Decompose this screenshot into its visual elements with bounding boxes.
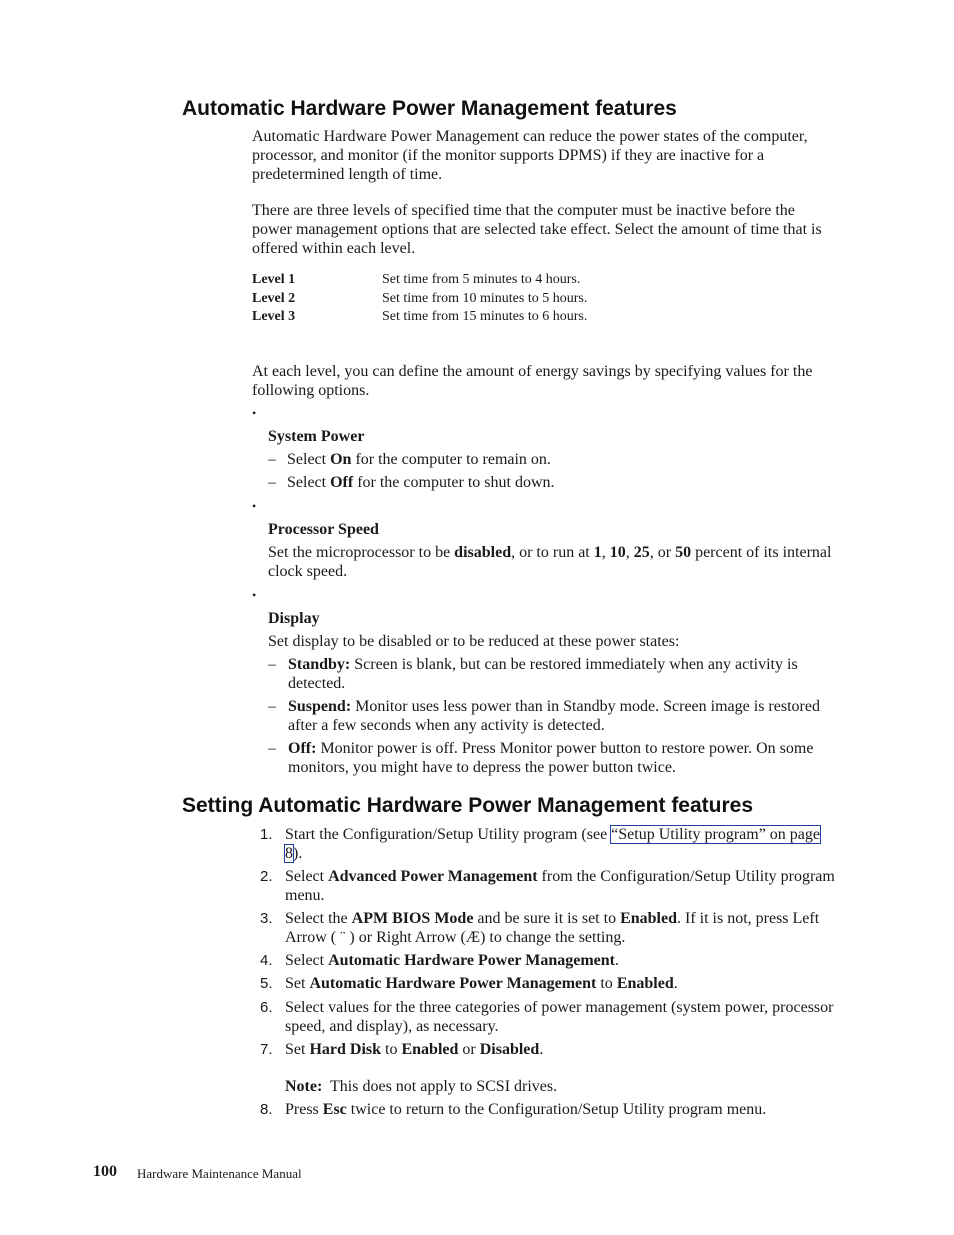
list-item: – Off: Monitor power is off. Press Monitor power button to restore power. On some monitors, you might have to depress the power button twice. xyxy=(268,740,814,776)
step-item: 5. Set Automatic Hardware Power Management to Enabled. xyxy=(260,975,678,992)
note: Note: This does not apply to SCSI drives. xyxy=(285,1078,558,1095)
list-item: – Standby: Screen is blank, but can be restored immediately when any activity is detected. xyxy=(268,656,798,692)
step-item: 4. Select Automatic Hardware Power Management. xyxy=(260,952,619,969)
level-row xyxy=(252,290,295,308)
option-heading: Processor Speed xyxy=(268,521,379,538)
step-item: 8. Press Esc twice to return to the Configuration/Setup Utility program menu. xyxy=(260,1101,767,1118)
display-intro: Set display to be disabled or to be reduced at these power states: xyxy=(268,633,680,650)
option-heading: System Power xyxy=(268,428,365,445)
level-name: Level 2 xyxy=(252,291,296,306)
page-number: 100 xyxy=(93,1163,117,1180)
step-item: 2. Select Advanced Power Management from the Configuration/Setup Utility program menu. xyxy=(260,868,835,904)
setup-utility-link[interactable]: “Setup Utility program” on page 8 xyxy=(285,826,821,862)
bullet: • xyxy=(252,499,257,513)
list-item: – Select Off for the computer to shut down. xyxy=(268,474,555,491)
level-name: Level 1 xyxy=(252,272,296,287)
intro-paragraph: Automatic Hardware Power Management can reduce the power states of the computer, processor, and monitor (if the monitor supports DPMS) if they are inactive for a predetermined length of time. xyxy=(252,128,808,183)
bullet: • xyxy=(252,588,257,602)
level-desc: Set time from 15 minutes to 6 hours. xyxy=(382,309,588,324)
options-paragraph: At each level, you can define the amount of energy savings by specifying values for the following options. xyxy=(252,363,813,399)
level-name: Level 3 xyxy=(252,309,296,324)
section-title: Automatic Hardware Power Management features xyxy=(182,97,677,120)
option-heading: Display xyxy=(268,610,320,627)
step-item: 1. Start the Configuration/Setup Utility program (see “Setup Utility program” on page 8). xyxy=(260,826,821,862)
step-item: 7. Set Hard Disk to Enabled or Disabled. xyxy=(260,1041,544,1058)
section-title: Setting Automatic Hardware Power Management features xyxy=(182,794,754,817)
list-item: – Select On for the computer to remain on. xyxy=(268,451,551,468)
levels-paragraph: There are three levels of specified time that the computer must be inactive before the power management options that are selected take effect. Select the amount of time that is offered within each level. xyxy=(252,202,822,257)
manual-title: Hardware Maintenance Manual xyxy=(137,1166,302,1181)
processor-speed-text: Set the microprocessor to be disabled, or to run at 1, 10, 25, or 50 percent of its internal clock speed. xyxy=(268,544,832,580)
bullet: • xyxy=(252,406,257,420)
step-item: 3. Select the APM BIOS Mode and be sure it is set to Enabled. If it is not, press Left Arrow ( ¨ ) or Right Arrow (Æ) to change the setting. xyxy=(260,910,820,946)
level-desc: Set time from 10 minutes to 5 hours. xyxy=(382,291,588,306)
step-item: 6. Select values for the three categories of power management (system power, processor speed, and display), as necessary. xyxy=(260,999,834,1035)
list-item: – Suspend: Monitor uses less power than in Standby mode. Screen image is restored after a few seconds when any activity is detected. xyxy=(268,698,820,734)
level-row xyxy=(252,308,295,326)
level-desc: Set time from 5 minutes to 4 hours. xyxy=(382,272,581,287)
level-row xyxy=(252,271,295,289)
